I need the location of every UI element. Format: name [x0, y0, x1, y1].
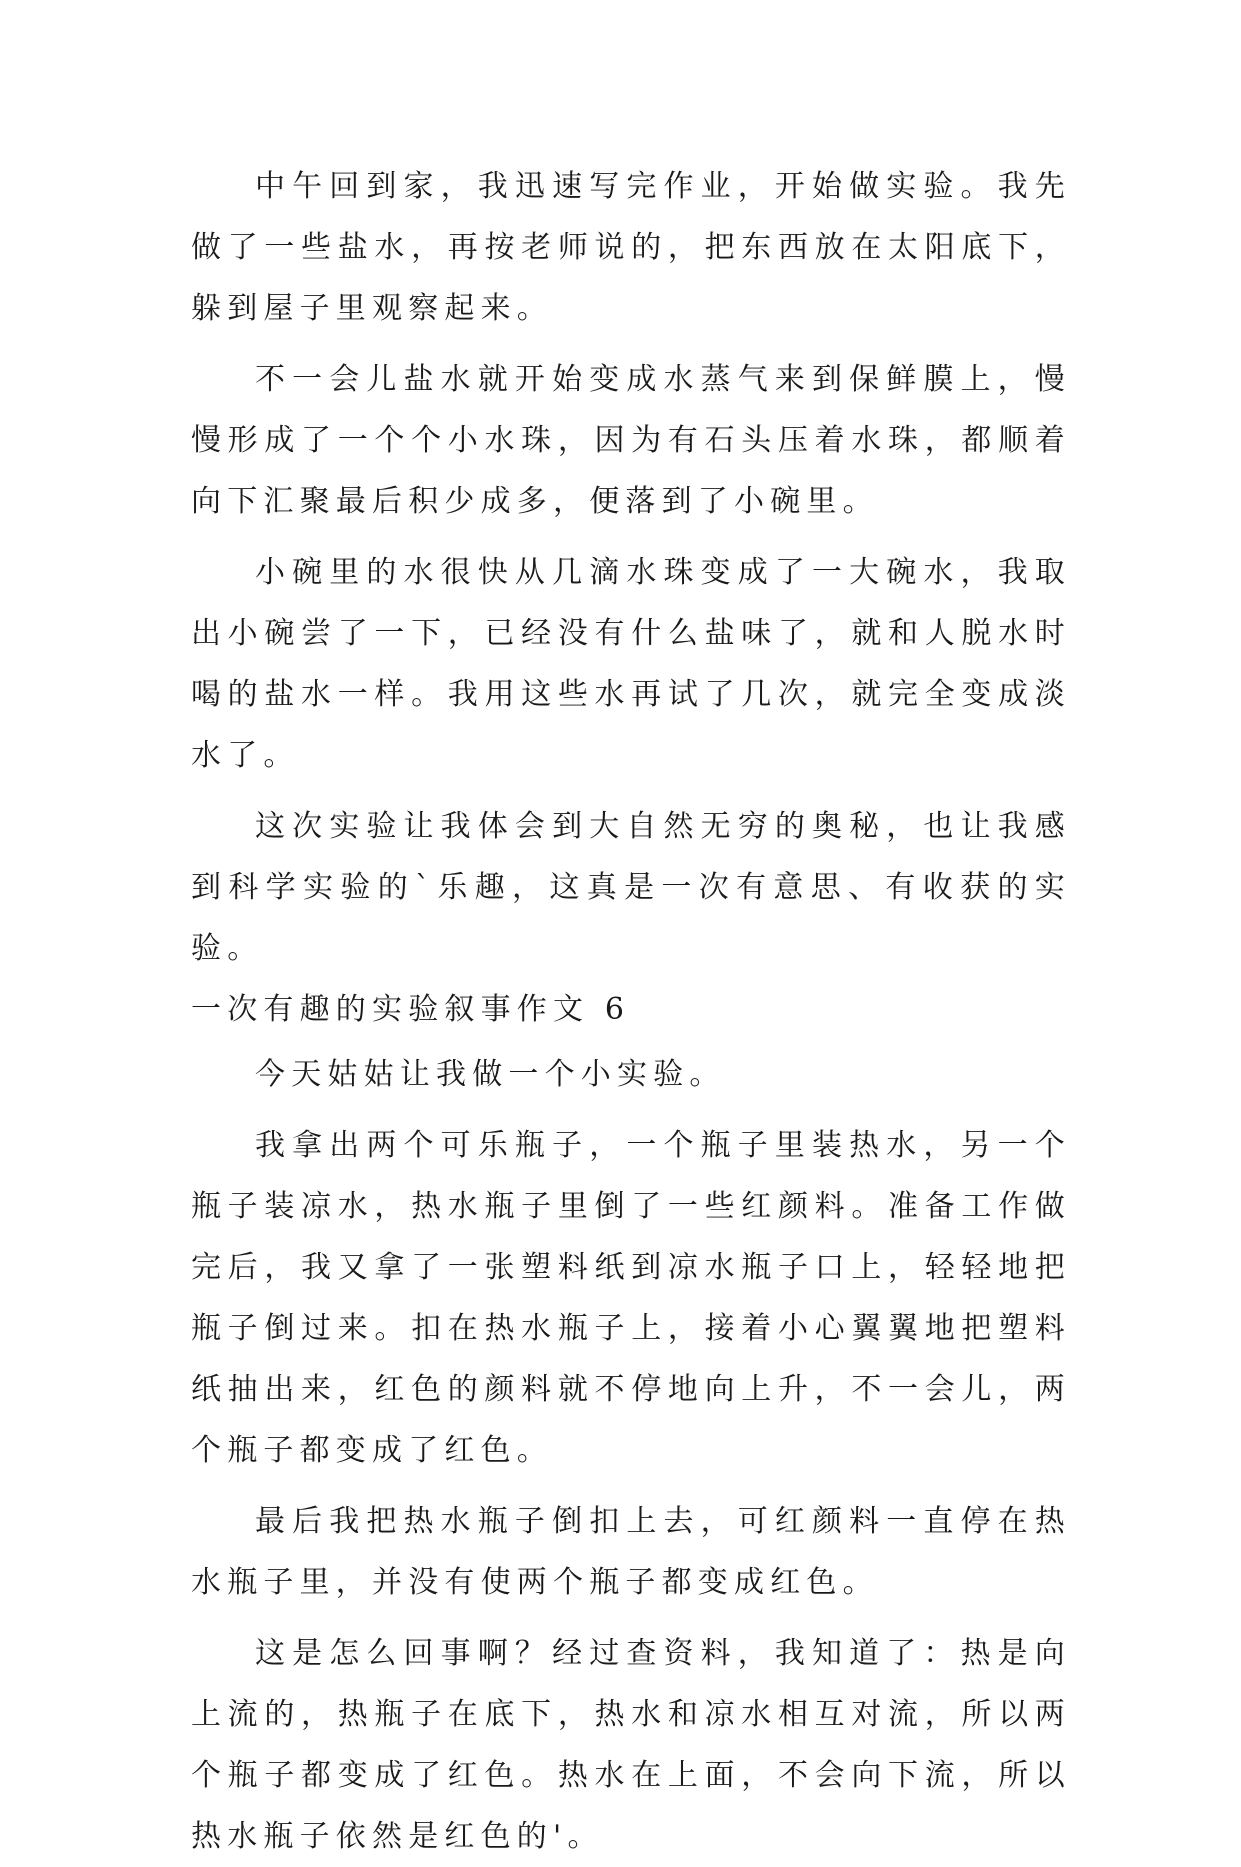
paragraph-7: 最后我把热水瓶子倒扣上去，可红颜料一直停在热水瓶子里，并没有使两个瓶子都变成红色。: [191, 1504, 1071, 1600]
document-body: [191, 156, 1071, 1867]
paragraph-4: 这次实验让我体会到大自然无穷的奥秘，也让我感到科学实验的`乐趣，这真是一次有意思、有收获的实验。: [191, 809, 1071, 966]
paragraph-3: 小碗里的水很快从几滴水珠变成了一大碗水，我取出小碗尝了一下，已经没有什么盐味了，就和人脱水时喝的盐水一样。我用这些水再试了几次，就完全变成淡水了。: [191, 555, 1071, 773]
paragraph-8: 这是怎么回事啊？经过查资料，我知道了：热是向上流的，热瓶子在底下，热水和凉水相互对流，所以两个瓶子都变成了红色。热水在上面，不会向下流，所以热水瓶子依然是红色的'。: [191, 1636, 1071, 1854]
paragraph-5: 今天姑姑让我做一个小实验。: [255, 1057, 726, 1092]
section-heading: 一次有趣的实验叙事作文 6: [191, 992, 631, 1027]
paragraph-2: 不一会儿盐水就开始变成水蒸气来到保鲜膜上，慢慢形成了一个个小水珠，因为有石头压着水珠，都顺着向下汇聚最后积少成多，便落到了小碗里。: [191, 362, 1071, 519]
paragraph-1: 中午回到家，我迅速写完作业，开始做实验。我先做了一些盐水，再按老师说的，把东西放在太阳底下，躲到屋子里观察起来。: [191, 169, 1071, 326]
paragraph-6: 我拿出两个可乐瓶子，一个瓶子里装热水，另一个瓶子装凉水，热水瓶子里倒了一些红颜料。准备工作做完后，我又拿了一张塑料纸到凉水瓶子口上，轻轻地把瓶子倒过来。扣在热水瓶子上，接着小心翼翼地把塑料纸抽出来，红色的颜料就不停地向上升，不一会儿，两个瓶子都变成了红色。: [191, 1128, 1071, 1468]
